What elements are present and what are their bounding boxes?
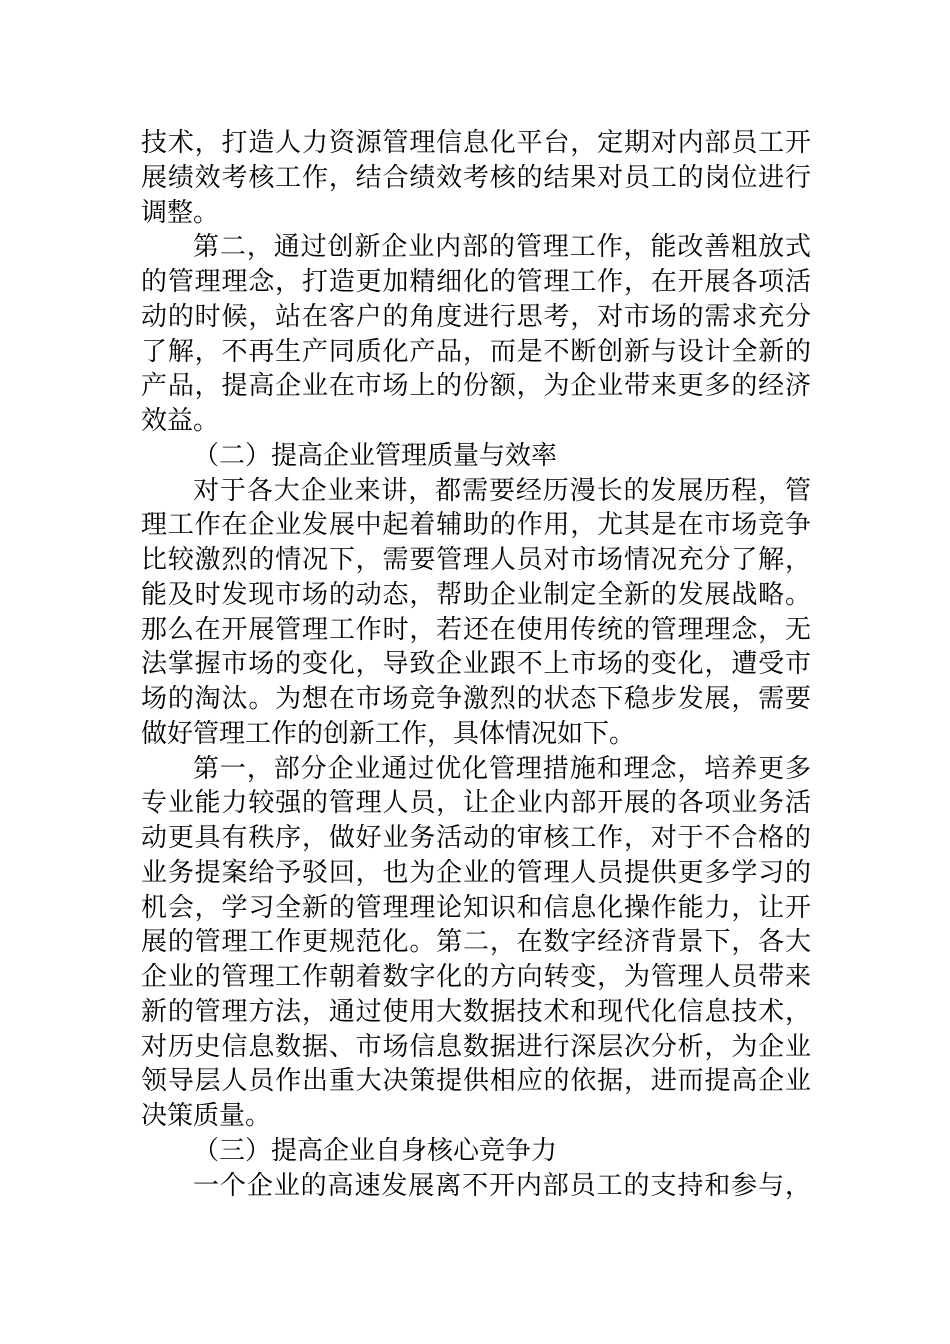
text-line: 场的淘汰。为想在市场竞争激烈的状态下稳步发展，需要	[141, 683, 811, 713]
text-line: 理工作在企业发展中起着辅助的作用，尤其是在市场竞争	[141, 509, 811, 540]
text-line: 第二，通过创新企业内部的管理工作，能改善粗放式	[193, 231, 811, 262]
text-line: 那么在开展管理工作时，若还在使用传统的管理理念，无	[141, 613, 811, 644]
text-line: 效益。	[141, 405, 220, 435]
section-heading: （三）提高企业自身核心竞争力	[193, 1134, 558, 1165]
text-line: 动的时候，站在客户的角度进行思考，对市场的需求充分	[141, 300, 811, 331]
text-line: 决策质量。	[141, 1100, 272, 1130]
text-line: 比较激烈的情况下，需要管理人员对市场情况充分了解，	[141, 544, 811, 574]
text-line: 第一，部分企业通过优化管理措施和理念，培养更多	[193, 752, 811, 783]
text-line: 一个企业的高速发展离不开内部员工的支持和参与，	[193, 1169, 811, 1200]
text-line: 专业能力较强的管理人员，让企业内部开展的各项业务活	[141, 787, 811, 818]
text-line: 对历史信息数据、市场信息数据进行深层次分析，为企业	[141, 1030, 811, 1061]
text-line: 了解，不再生产同质化产品，而是不断创新与设计全新的	[141, 335, 811, 366]
text-line: 展的管理工作更规范化。第二，在数字经济背景下，各大	[141, 926, 811, 957]
text-line: 法掌握市场的变化，导致企业跟不上市场的变化，遭受市	[141, 648, 811, 679]
section-heading: （二）提高企业管理质量与效率	[193, 439, 558, 470]
text-flow	[141, 125, 811, 1202]
text-line: 机会，学习全新的管理理论知识和信息化操作能力，让开	[141, 891, 811, 922]
text-line: 新的管理方法，通过使用大数据技术和现代化信息技术，	[141, 995, 811, 1026]
text-line: 业务提案给予驳回，也为企业的管理人员提供更多学习的	[141, 856, 811, 887]
text-line: 动更具有秩序，做好业务活动的审核工作，对于不合格的	[141, 822, 811, 852]
text-line: 领导层人员作出重大决策提供相应的依据，进而提高企业	[141, 1065, 811, 1096]
text-line: 对于各大企业来讲，都需要经历漫长的发展历程，管	[193, 474, 811, 505]
text-line: 做好管理工作的创新工作，具体情况如下。	[141, 717, 636, 748]
text-line: 能及时发现市场的动态，帮助企业制定全新的发展战略。	[141, 578, 811, 609]
text-line: 企业的管理工作朝着数字化的方向转变，为管理人员带来	[141, 961, 811, 991]
text-line: 技术，打造人力资源管理信息化平台，定期对内部员工开	[141, 127, 811, 157]
text-line: 调整。	[141, 196, 220, 227]
text-line: 产品，提高企业在市场上的份额，为企业带来更多的经济	[141, 370, 811, 401]
text-line: 的管理理念，打造更加精细化的管理工作，在开展各项活	[141, 266, 811, 296]
text-line: 展绩效考核工作，结合绩效考核的结果对员工的岗位进行	[141, 161, 811, 192]
